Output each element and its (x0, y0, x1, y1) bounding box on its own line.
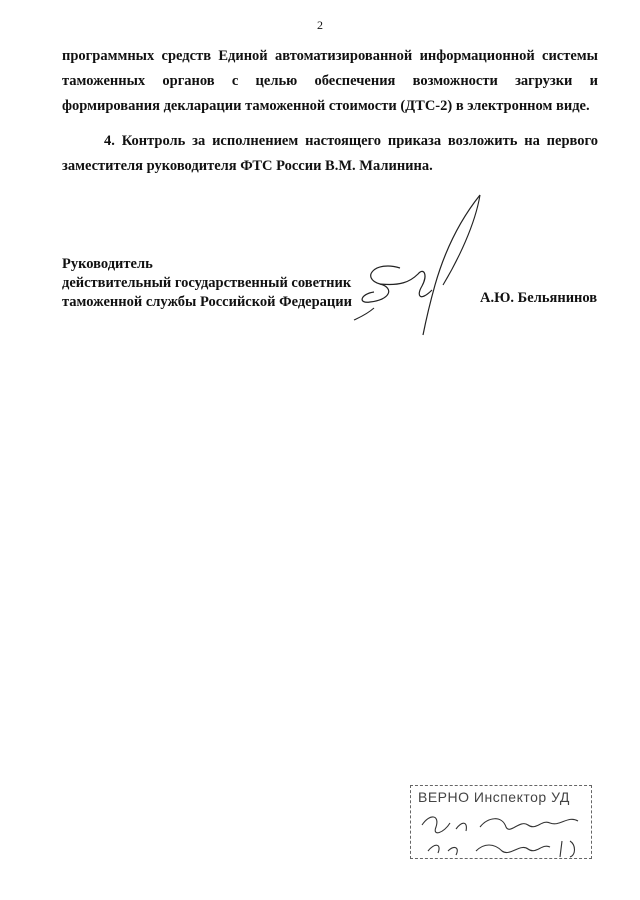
signatory-name: А.Ю. Бельянинов (480, 290, 598, 306)
paragraph-continuation: программных средств Единой автоматизированной информационной системы таможенных органов с целью обеспечения возможности загрузки и формирования декларации таможенной стоимости (ДТС-2) в электронном виде. (62, 48, 598, 114)
page-number: 2 (317, 18, 323, 32)
signatory-title-block (62, 255, 352, 312)
paragraph-item-4: 4. Контроль за исполнением настоящего приказа возложить на первого заместителя руководителя ФТС России В.М. Малинина. (62, 133, 598, 174)
stamp-handwriting (410, 785, 600, 865)
stamp-title: ВЕРНО Инспектор УД (418, 789, 570, 805)
signatory-title-line-1: Руководитель (62, 256, 153, 272)
certification-stamp (410, 785, 600, 865)
signatory-title-line-2: действительный государственный советник (62, 275, 352, 291)
signatory-title-line-3: таможенной службы Российской Федерации (62, 294, 352, 310)
handwritten-signature (340, 190, 490, 340)
